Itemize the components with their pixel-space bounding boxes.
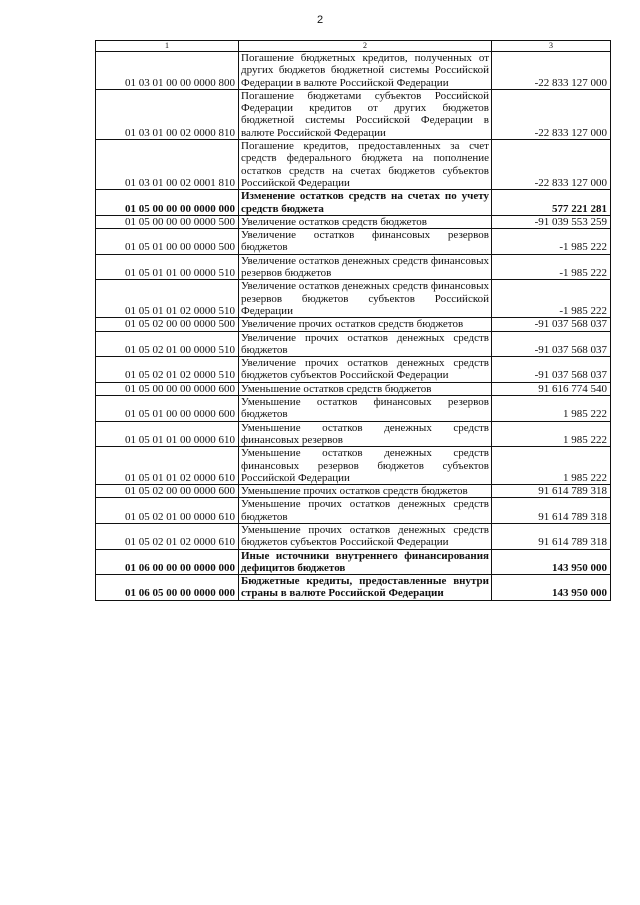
table-row (96, 229, 611, 255)
table-row (96, 140, 611, 190)
row-name: Погашение бюджетных кредитов, полученных от других бюджетов бюджетной системы Российской Федерации в валюте Российской Федерации (239, 52, 492, 90)
row-name: Уменьшение прочих остатков средств бюджетов (239, 485, 492, 498)
row-code: 01 05 02 01 02 0000 510 (96, 357, 239, 383)
table-row (96, 215, 611, 228)
table-row (96, 318, 611, 331)
table-row (96, 89, 611, 139)
row-sum: -91 037 568 037 (492, 318, 611, 331)
row-code: 01 05 00 00 00 0000 000 (96, 190, 239, 216)
header-col-3: 3 (492, 41, 611, 52)
table-row (96, 280, 611, 318)
row-name: Уменьшение прочих остатков денежных средств бюджетов (239, 498, 492, 524)
row-code: 01 05 02 00 00 0000 500 (96, 318, 239, 331)
row-name: Увеличение прочих остатков денежных средств бюджетов (239, 331, 492, 357)
row-sum: 577 221 281 (492, 190, 611, 216)
row-sum: 91 614 789 318 (492, 498, 611, 524)
row-sum: 1 985 222 (492, 447, 611, 485)
row-code: 01 05 00 00 00 0000 500 (96, 215, 239, 228)
row-code: 01 05 02 01 00 0000 510 (96, 331, 239, 357)
row-name: Увеличение прочих остатков денежных средств бюджетов субъектов Российской Федерации (239, 357, 492, 383)
row-name: Увеличение прочих остатков средств бюджетов (239, 318, 492, 331)
row-code: 01 05 01 01 02 0000 610 (96, 447, 239, 485)
row-name: Уменьшение остатков финансовых резервов бюджетов (239, 396, 492, 422)
row-code: 01 05 01 01 00 0000 610 (96, 421, 239, 447)
row-sum: -91 037 568 037 (492, 357, 611, 383)
row-code: 01 05 01 01 00 0000 510 (96, 254, 239, 280)
page-number: 2 (316, 14, 324, 26)
row-sum: -22 833 127 000 (492, 140, 611, 190)
table-row (96, 52, 611, 90)
row-name: Увеличение остатков средств бюджетов (239, 215, 492, 228)
row-sum: 91 616 774 540 (492, 382, 611, 395)
row-code: 01 03 01 00 00 0000 800 (96, 52, 239, 90)
row-code: 01 05 01 01 02 0000 510 (96, 280, 239, 318)
row-code: 01 03 01 00 02 0001 810 (96, 140, 239, 190)
table-row (96, 523, 611, 549)
table-row (96, 549, 611, 575)
row-name: Погашение бюджетами субъектов Российской Федерации кредитов от других бюджетов бюджетной системы Российской Федерации в валюте Российской Федерации (239, 89, 492, 139)
row-name: Уменьшение остатков средств бюджетов (239, 382, 492, 395)
table-row (96, 485, 611, 498)
row-code: 01 05 01 00 00 0000 500 (96, 229, 239, 255)
row-sum: -91 039 553 259 (492, 215, 611, 228)
table-row (96, 331, 611, 357)
row-sum: -1 985 222 (492, 254, 611, 280)
row-code: 01 06 05 00 00 0000 000 (96, 575, 239, 601)
row-sum: 1 985 222 (492, 421, 611, 447)
table-row (96, 382, 611, 395)
table-row (96, 190, 611, 216)
row-sum: 91 614 789 318 (492, 523, 611, 549)
table-row (96, 447, 611, 485)
row-name: Уменьшение остатков денежных средств финансовых резервов (239, 421, 492, 447)
row-sum: 143 950 000 (492, 549, 611, 575)
header-col-2: 2 (239, 41, 492, 52)
table-row (96, 254, 611, 280)
table-row (96, 498, 611, 524)
row-code: 01 05 02 01 00 0000 610 (96, 498, 239, 524)
row-code: 01 05 02 00 00 0000 600 (96, 485, 239, 498)
table-row (96, 421, 611, 447)
row-code: 01 05 00 00 00 0000 600 (96, 382, 239, 395)
table-row (96, 575, 611, 601)
row-sum: -91 037 568 037 (492, 331, 611, 357)
row-name: Уменьшение остатков денежных средств финансовых резервов бюджетов субъектов Российской Федерации (239, 447, 492, 485)
row-code: 01 05 02 01 02 0000 610 (96, 523, 239, 549)
budget-sources-table (95, 40, 611, 601)
row-sum: -1 985 222 (492, 229, 611, 255)
table-row (96, 396, 611, 422)
row-code: 01 03 01 00 02 0000 810 (96, 89, 239, 139)
table-header-row (96, 41, 611, 52)
header-col-1: 1 (96, 41, 239, 52)
row-sum: 1 985 222 (492, 396, 611, 422)
row-code: 01 06 00 00 00 0000 000 (96, 549, 239, 575)
table-row (96, 357, 611, 383)
row-sum: -22 833 127 000 (492, 52, 611, 90)
row-name: Иные источники внутреннего финансирования дефицитов бюджетов (239, 549, 492, 575)
row-name: Увеличение остатков финансовых резервов бюджетов (239, 229, 492, 255)
row-sum: -22 833 127 000 (492, 89, 611, 139)
row-code: 01 05 01 00 00 0000 600 (96, 396, 239, 422)
row-name: Увеличение остатков денежных средств финансовых резервов бюджетов (239, 254, 492, 280)
row-name: Погашение кредитов, предоставленных за счет средств федерального бюджета на пополнение остатков средств на счетах бюджетов субъектов Российской Федерации (239, 140, 492, 190)
row-name: Уменьшение прочих остатков денежных средств бюджетов субъектов Российской Федерации (239, 523, 492, 549)
row-sum: -1 985 222 (492, 280, 611, 318)
row-name: Увеличение остатков денежных средств финансовых резервов бюджетов субъектов Российской Федерации (239, 280, 492, 318)
row-sum: 91 614 789 318 (492, 485, 611, 498)
row-name: Бюджетные кредиты, предоставленные внутри страны в валюте Российской Федерации (239, 575, 492, 601)
row-name: Изменение остатков средств на счетах по учету средств бюджета (239, 190, 492, 216)
row-sum: 143 950 000 (492, 575, 611, 601)
